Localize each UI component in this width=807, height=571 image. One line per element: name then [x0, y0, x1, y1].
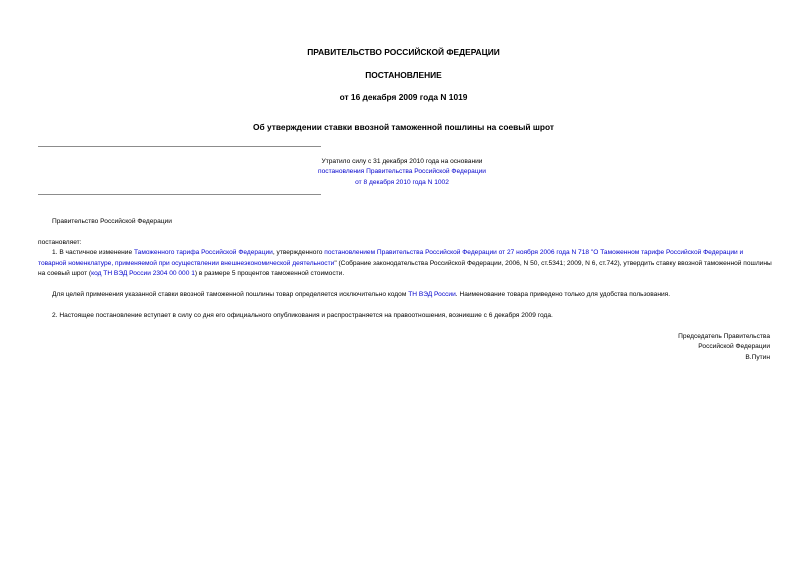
tn-ved-link[interactable]: ТН ВЭД России — [408, 290, 456, 298]
top-divider — [38, 146, 321, 147]
repeal-decree-date-link[interactable]: от 8 декабря 2010 года N 1002 — [355, 178, 449, 186]
paragraph-1: 1. В частичное изменение Таможенного тарифа Российской Федерации, утвержденного постановлением Правительства Российской Федерации от 27 ноября 2006 года N 718 "О Таможенном тарифе Российской Федерации и товарной номенклатуре, применяемой при осуществлении внешнеэкономической деятельности" (Собрание законодательства Российской Федерации, 2006, N 50, ст.5341; 2009, N 6, ст.742), утвердить ставку ввозной таможенной пошлины на соевый шрот (код ТН ВЭД России 2304 00 000 1) в размере 5 процентов таможенной стоимости. — [38, 249, 772, 278]
government-heading: ПРАВИТЕЛЬСТВО РОССИЙСКОЙ ФЕДЕРАЦИИ — [307, 47, 500, 57]
bottom-divider — [38, 194, 321, 195]
document-date-number: от 16 декабря 2009 года N 1019 — [339, 92, 468, 102]
paragraph-3: 2. Настоящее постановление вступает в силу со дня его официального опубликования и распространяется на правоотношения, возникшие с 6 декабря 2009 года. — [52, 311, 553, 319]
document-body — [38, 217, 772, 321]
document-title: Об утверждении ставки ввозной таможенной пошлины на соевый шрот — [253, 122, 554, 132]
decrees-line: постановляет: — [38, 238, 82, 246]
decree-718-link[interactable]: постановлением Правительства Российской Федерации от 27 ноября 2006 года N 718 "О Таможенном тарифе Российской Федерации и товарной номенклатуре, применяемой при осуществлении внешнеэкономической деятельности — [38, 249, 744, 267]
status-note — [220, 157, 584, 188]
signature-title: Председатель Правительства — [678, 333, 770, 340]
customs-tariff-link[interactable]: Таможенного тарифа Российской Федерации — [133, 249, 273, 257]
signature-org: Российской Федерации — [698, 343, 770, 351]
signature-block — [678, 332, 770, 363]
issuer-line: Правительство Российской Федерации — [52, 218, 172, 225]
tn-ved-code-link[interactable]: код ТН ВЭД России 2304 00 000 1 — [91, 270, 195, 278]
signature-name: В.Путин — [745, 353, 770, 361]
status-note-text: Утратило силу с 31 декабря 2010 года на основании — [321, 158, 483, 165]
document-type: ПОСТАНОВЛЕНИЕ — [365, 70, 442, 80]
repeal-decree-link[interactable]: постановления Правительства Российской Федерации — [318, 168, 486, 176]
paragraph-2: Для целей применения указанной ставки ввозной таможенной пошлины товар определяется исключительно кодом ТН ВЭД России. Наименование товара приведено только для удобства пользования. — [52, 290, 671, 298]
